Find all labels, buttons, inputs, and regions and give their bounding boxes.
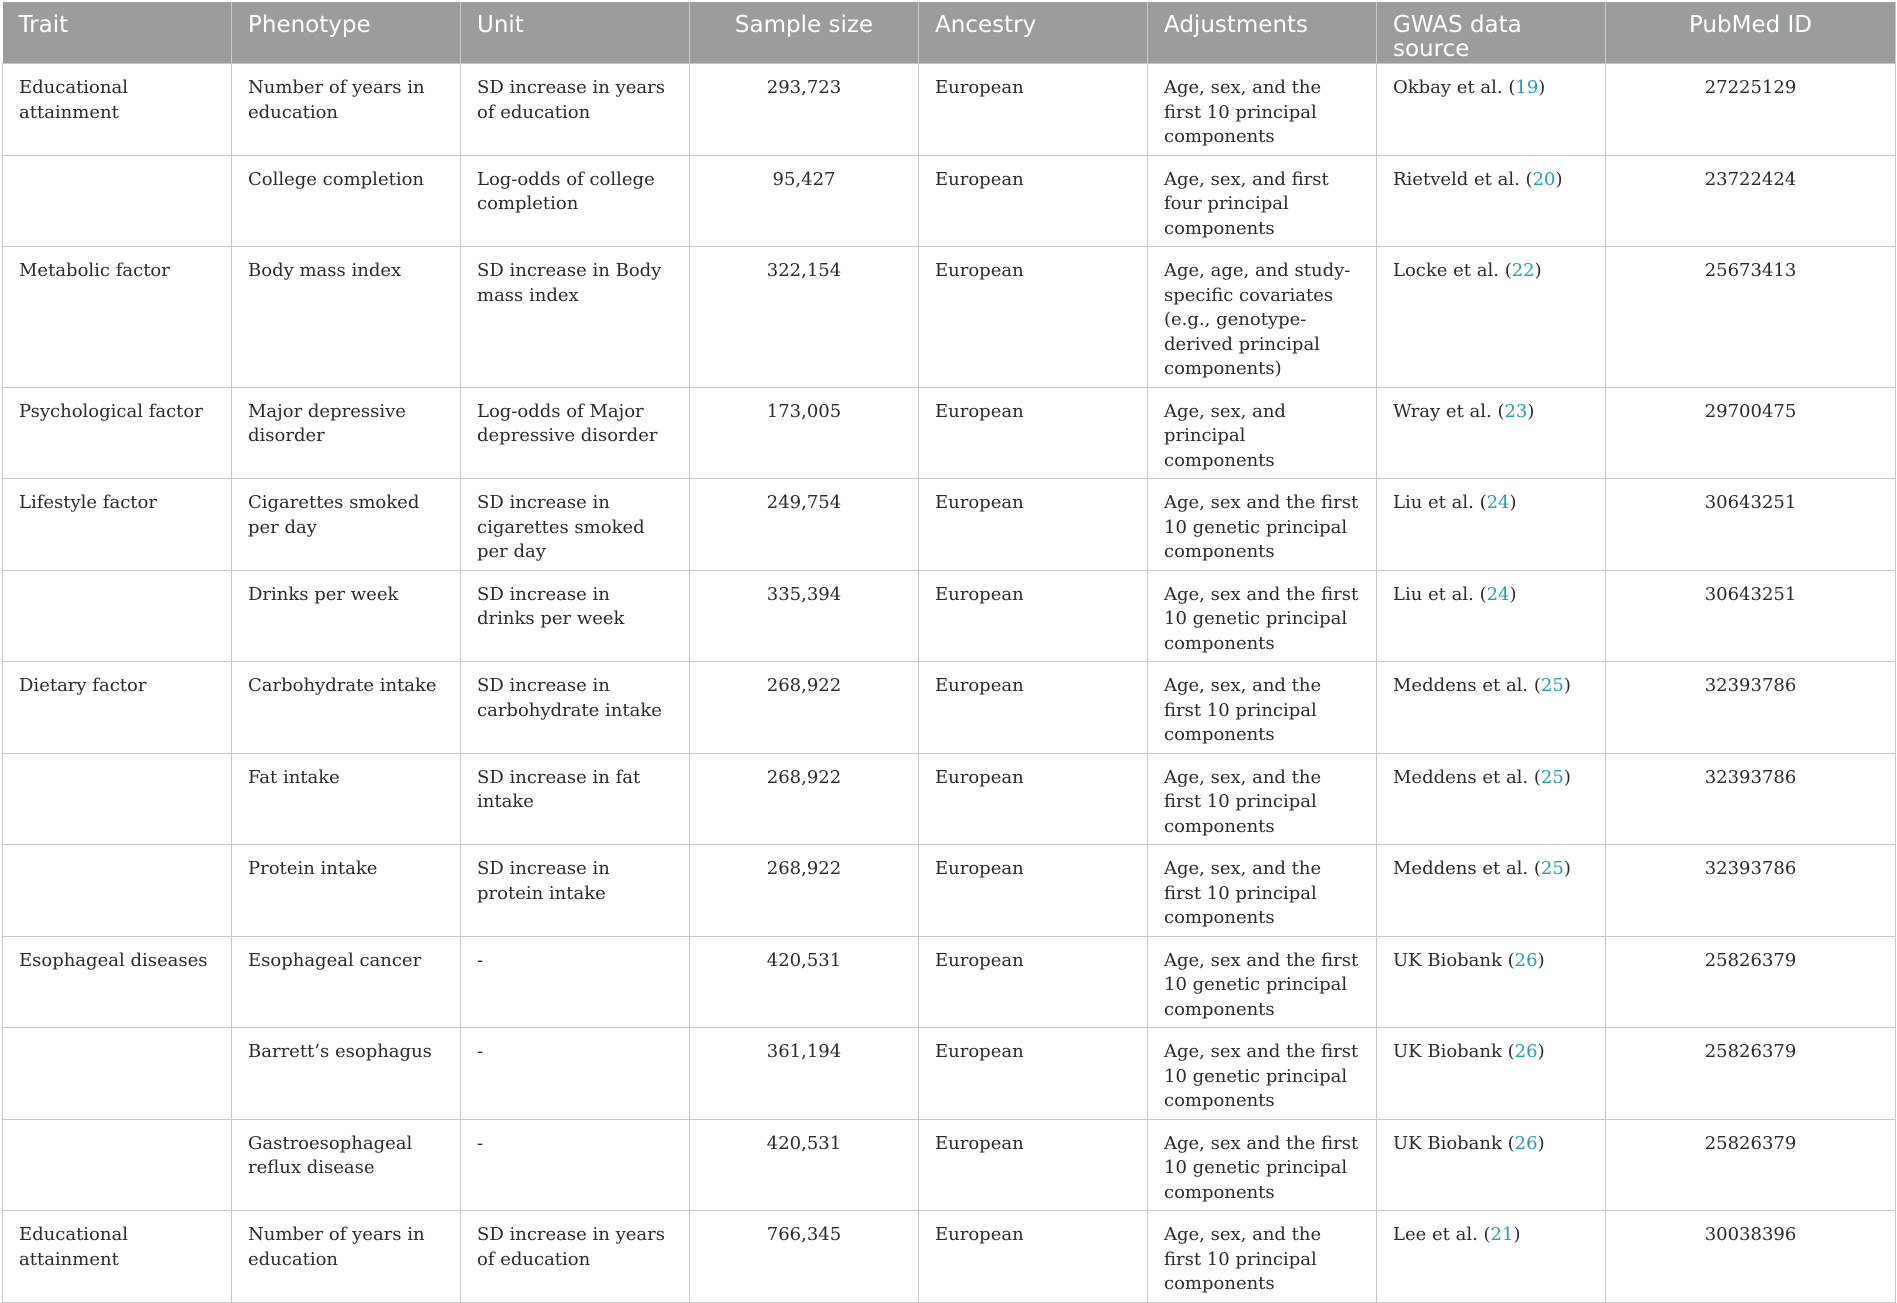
cell-pubmed-id: 29700475 xyxy=(1606,387,1896,479)
source-author: UK Biobank ( xyxy=(1393,1041,1515,1062)
cell-gwas-source xyxy=(1377,936,1606,1028)
cell-pubmed-id: 32393786 xyxy=(1606,845,1896,937)
cell-ancestry: European xyxy=(919,1028,1148,1120)
table-header-row xyxy=(3,2,1896,64)
cell-gwas-source xyxy=(1377,387,1606,479)
cell-pubmed-id: 25826379 xyxy=(1606,1119,1896,1211)
source-citation-link[interactable]: 20 xyxy=(1532,168,1556,190)
cell-ancestry: European xyxy=(919,64,1148,156)
source-citation-link[interactable]: 25 xyxy=(1540,766,1564,788)
source-author: Meddens et al. ( xyxy=(1393,675,1541,696)
cell-phenotype: Carbohydrate intake xyxy=(232,662,461,754)
cell-ancestry: European xyxy=(919,387,1148,479)
header-pubmed-id: PubMed ID xyxy=(1606,2,1896,64)
cell-adjustments: Age, sex and the first 10 genetic principal components xyxy=(1148,936,1377,1028)
cell-gwas-source xyxy=(1377,247,1606,388)
cell-sample-size: 268,922 xyxy=(690,753,919,845)
header-trait: Trait xyxy=(3,2,232,64)
cell-sample-size: 249,754 xyxy=(690,479,919,571)
cell-pubmed-id: 32393786 xyxy=(1606,753,1896,845)
cell-phenotype: Number of years in education xyxy=(232,64,461,156)
table-body xyxy=(3,64,1896,1303)
cell-gwas-source xyxy=(1377,753,1606,845)
header-ancestry: Ancestry xyxy=(919,2,1148,64)
header-phenotype: Phenotype xyxy=(232,2,461,64)
cell-pubmed-id: 32393786 xyxy=(1606,662,1896,754)
cell-trait xyxy=(3,1028,232,1120)
source-citation-link[interactable]: 23 xyxy=(1504,400,1528,422)
cell-adjustments: Age, sex, and the first 10 principal components xyxy=(1148,662,1377,754)
cell-sample-size: 766,345 xyxy=(690,1211,919,1303)
cell-gwas-source xyxy=(1377,1028,1606,1120)
cell-phenotype: College completion xyxy=(232,155,461,247)
cell-trait xyxy=(3,845,232,937)
table-row xyxy=(3,936,1896,1028)
cell-sample-size: 173,005 xyxy=(690,387,919,479)
table-row xyxy=(3,1028,1896,1120)
source-citation-link[interactable]: 21 xyxy=(1490,1224,1514,1245)
table-row xyxy=(3,247,1896,388)
source-author: Okbay et al. ( xyxy=(1393,77,1516,98)
table-row xyxy=(3,387,1896,479)
source-author: Locke et al. ( xyxy=(1393,260,1512,281)
cell-adjustments: Age, sex, and the first 10 principal components xyxy=(1148,64,1377,156)
cell-pubmed-id: 30643251 xyxy=(1606,570,1896,662)
table-row xyxy=(3,753,1896,845)
cell-pubmed-id: 23722424 xyxy=(1606,155,1896,247)
cell-unit: - xyxy=(461,936,690,1028)
source-close-paren: ) xyxy=(1538,77,1546,98)
cell-unit: SD increase in fat intake xyxy=(461,753,690,845)
cell-pubmed-id: 30038396 xyxy=(1606,1211,1896,1303)
cell-sample-size: 293,723 xyxy=(690,64,919,156)
cell-gwas-source xyxy=(1377,662,1606,754)
cell-unit: SD increase in carbohydrate intake xyxy=(461,662,690,754)
source-citation-link[interactable]: 22 xyxy=(1511,260,1535,281)
cell-phenotype: Fat intake xyxy=(232,753,461,845)
cell-gwas-source xyxy=(1377,570,1606,662)
source-close-paren: ) xyxy=(1537,1132,1545,1154)
source-author: Lee et al. ( xyxy=(1393,1224,1491,1245)
cell-adjustments: Age, sex, and the first 10 principal components xyxy=(1148,1211,1377,1303)
source-citation-link[interactable]: 24 xyxy=(1486,492,1510,513)
source-author: UK Biobank ( xyxy=(1393,1132,1515,1154)
source-close-paren: ) xyxy=(1509,583,1517,605)
cell-gwas-source xyxy=(1377,155,1606,247)
cell-adjustments: Age, sex, and principal components xyxy=(1148,387,1377,479)
cell-ancestry: European xyxy=(919,570,1148,662)
table-row xyxy=(3,1211,1896,1303)
cell-sample-size: 95,427 xyxy=(690,155,919,247)
cell-sample-size: 335,394 xyxy=(690,570,919,662)
cell-phenotype: Drinks per week xyxy=(232,570,461,662)
cell-sample-size: 268,922 xyxy=(690,662,919,754)
source-close-paren: ) xyxy=(1563,858,1571,879)
source-close-paren: ) xyxy=(1537,1041,1545,1062)
source-author: Rietveld et al. ( xyxy=(1393,168,1533,190)
cell-unit: SD increase in drinks per week xyxy=(461,570,690,662)
source-author: Liu et al. ( xyxy=(1393,492,1487,513)
cell-unit: Log-odds of Major depressive disorder xyxy=(461,387,690,479)
cell-phenotype: Cigarettes smoked per day xyxy=(232,479,461,571)
cell-adjustments: Age, sex, and the first 10 principal components xyxy=(1148,845,1377,937)
cell-unit: SD increase in Body mass index xyxy=(461,247,690,388)
cell-ancestry: European xyxy=(919,247,1148,388)
table-row xyxy=(3,479,1896,571)
source-close-paren: ) xyxy=(1537,949,1545,971)
header-gwas-source: GWAS data source xyxy=(1377,2,1606,64)
cell-adjustments: Age, sex and the first 10 genetic principal components xyxy=(1148,1119,1377,1211)
table-row xyxy=(3,1119,1896,1211)
cell-pubmed-id: 25826379 xyxy=(1606,1028,1896,1120)
table-row xyxy=(3,662,1896,754)
gwas-table-container xyxy=(2,2,1895,1303)
cell-phenotype: Gastroesophageal reflux disease xyxy=(232,1119,461,1211)
cell-phenotype: Major depressive disorder xyxy=(232,387,461,479)
cell-pubmed-id: 30643251 xyxy=(1606,479,1896,571)
source-close-paren: ) xyxy=(1527,400,1535,422)
cell-unit: SD increase in years of education xyxy=(461,64,690,156)
cell-adjustments: Age, sex, and first four principal components xyxy=(1148,155,1377,247)
cell-sample-size: 420,531 xyxy=(690,1119,919,1211)
cell-trait: Esophageal diseases xyxy=(3,936,232,1028)
cell-phenotype: Barrett’s esophagus xyxy=(232,1028,461,1120)
cell-sample-size: 322,154 xyxy=(690,247,919,388)
cell-pubmed-id: 25673413 xyxy=(1606,247,1896,388)
cell-adjustments: Age, sex and the first 10 genetic principal components xyxy=(1148,570,1377,662)
cell-sample-size: 420,531 xyxy=(690,936,919,1028)
cell-ancestry: European xyxy=(919,1119,1148,1211)
cell-gwas-source xyxy=(1377,479,1606,571)
cell-gwas-source xyxy=(1377,1211,1606,1303)
cell-gwas-source xyxy=(1377,64,1606,156)
cell-trait: Educational attainment xyxy=(3,1211,232,1303)
cell-gwas-source xyxy=(1377,1119,1606,1211)
table-row xyxy=(3,64,1896,156)
source-citation-link[interactable]: 19 xyxy=(1515,77,1539,98)
cell-pubmed-id: 27225129 xyxy=(1606,64,1896,156)
source-citation-link[interactable]: 26 xyxy=(1514,1041,1538,1062)
cell-trait xyxy=(3,1119,232,1211)
cell-phenotype: Number of years in education xyxy=(232,1211,461,1303)
table-row xyxy=(3,845,1896,937)
cell-unit: SD increase in protein intake xyxy=(461,845,690,937)
cell-adjustments: Age, sex and the first 10 genetic principal components xyxy=(1148,479,1377,571)
cell-ancestry: European xyxy=(919,753,1148,845)
cell-ancestry: European xyxy=(919,845,1148,937)
cell-trait: Educational attainment xyxy=(3,64,232,156)
cell-trait xyxy=(3,155,232,247)
source-author: Wray et al. ( xyxy=(1393,400,1505,422)
cell-sample-size: 268,922 xyxy=(690,845,919,937)
source-close-paren: ) xyxy=(1555,168,1563,190)
source-citation-link[interactable]: 25 xyxy=(1540,858,1564,879)
cell-unit: Log-odds of college completion xyxy=(461,155,690,247)
source-close-paren: ) xyxy=(1534,260,1542,281)
cell-ancestry: European xyxy=(919,155,1148,247)
source-citation-link[interactable]: 26 xyxy=(1514,1132,1538,1154)
source-close-paren: ) xyxy=(1513,1224,1521,1245)
source-author: UK Biobank ( xyxy=(1393,949,1515,971)
cell-phenotype: Protein intake xyxy=(232,845,461,937)
source-author: Meddens et al. ( xyxy=(1393,766,1541,788)
cell-unit: SD increase in cigarettes smoked per day xyxy=(461,479,690,571)
cell-ancestry: European xyxy=(919,1211,1148,1303)
source-citation-link[interactable]: 26 xyxy=(1514,949,1538,971)
cell-phenotype: Body mass index xyxy=(232,247,461,388)
header-sample-size: Sample size xyxy=(690,2,919,64)
header-adjustments: Adjustments xyxy=(1148,2,1377,64)
source-author: Liu et al. ( xyxy=(1393,583,1487,605)
cell-unit: SD increase in years of education xyxy=(461,1211,690,1303)
cell-adjustments: Age, sex, and the first 10 principal components xyxy=(1148,753,1377,845)
cell-gwas-source xyxy=(1377,845,1606,937)
cell-trait: Dietary factor xyxy=(3,662,232,754)
cell-pubmed-id: 25826379 xyxy=(1606,936,1896,1028)
gwas-data-table xyxy=(2,2,1896,1303)
cell-adjustments: Age, sex and the first 10 genetic principal components xyxy=(1148,1028,1377,1120)
cell-trait: Psychological factor xyxy=(3,387,232,479)
source-citation-link[interactable]: 25 xyxy=(1540,675,1564,696)
cell-sample-size: 361,194 xyxy=(690,1028,919,1120)
cell-trait: Lifestyle factor xyxy=(3,479,232,571)
cell-unit: - xyxy=(461,1028,690,1120)
source-citation-link[interactable]: 24 xyxy=(1486,583,1510,605)
table-row xyxy=(3,570,1896,662)
source-author: Meddens et al. ( xyxy=(1393,858,1541,879)
cell-ancestry: European xyxy=(919,662,1148,754)
cell-trait xyxy=(3,753,232,845)
header-unit: Unit xyxy=(461,2,690,64)
cell-adjustments: Age, age, and study-specific covariates (e.g., genotype-derived principal components) xyxy=(1148,247,1377,388)
source-close-paren: ) xyxy=(1509,492,1517,513)
source-close-paren: ) xyxy=(1563,675,1571,696)
cell-phenotype: Esophageal cancer xyxy=(232,936,461,1028)
cell-unit: - xyxy=(461,1119,690,1211)
source-close-paren: ) xyxy=(1563,766,1571,788)
cell-trait: Metabolic factor xyxy=(3,247,232,388)
cell-ancestry: European xyxy=(919,479,1148,571)
cell-trait xyxy=(3,570,232,662)
cell-ancestry: European xyxy=(919,936,1148,1028)
table-row xyxy=(3,155,1896,247)
